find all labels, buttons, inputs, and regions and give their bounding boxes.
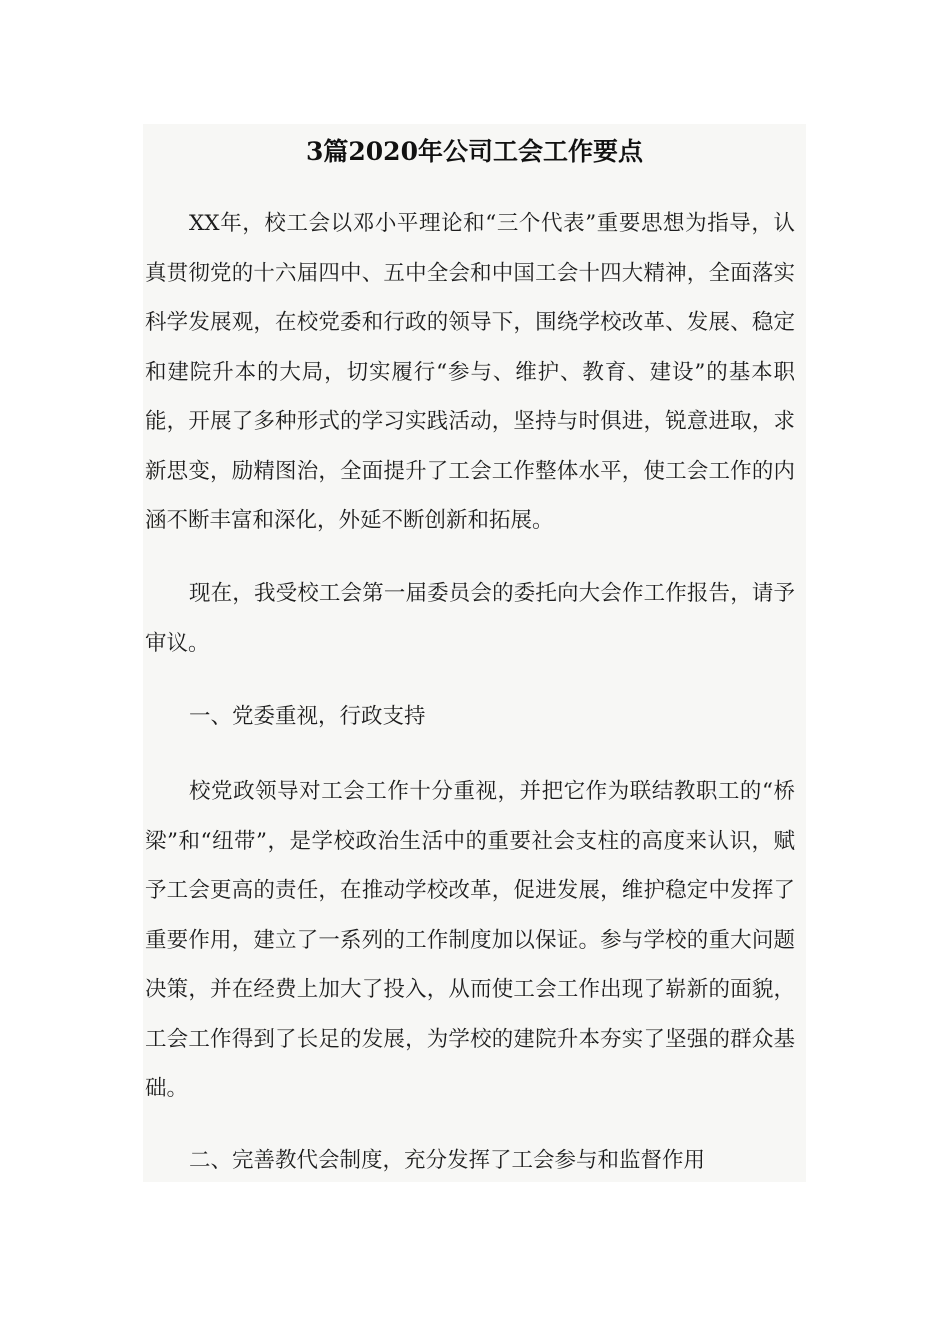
document-page [143,124,806,1182]
paragraph-intro: XX年，校工会以邓小平理论和“三个代表”重要思想为指导，认真贯彻党的十六届四中、五中全会和中国工会十四大精神，全面落实科学发展观，在校党委和行政的领导下，围绕学校改革、发展、稳定和建院升本的大局，切实履行“参与、维护、教育、建设”的基本职能，开展了多种形式的学习实践活动，坚持与时俱进，锐意进取，求新思变，励精图治，全面提升了工会工作整体水平，使工会工作的内涵不断丰富和深化，外延不断创新和拓展。 [145,211,795,533]
document-title: 3篇2020年公司工会工作要点 [306,137,643,166]
paragraph-report: 现在，我受校工会第一届委员会的委托向大会作工作报告，请予审议。 [145,581,795,656]
section-heading-2: 二、完善教代会制度，充分发挥了工会参与和监督作用 [189,1148,706,1173]
paragraph-section-1: 校党政领导对工会工作十分重视，并把它作为联结教职工的“桥梁”和“纽带”，是学校政治生活中的重要社会支柱的高度来认识，赋予工会更高的责任，在推动学校改革，促进发展，维护稳定中发挥了重要作用，建立了一系列的工作制度加以保证。参与学校的重大问题决策，并在经费上加大了投入，从而使工会工作出现了崭新的面貌，工会工作得到了长足的发展，为学校的建院升本夯实了坚强的群众基础。 [145,779,795,1101]
section-heading-1: 一、党委重视，行政支持 [189,704,426,729]
